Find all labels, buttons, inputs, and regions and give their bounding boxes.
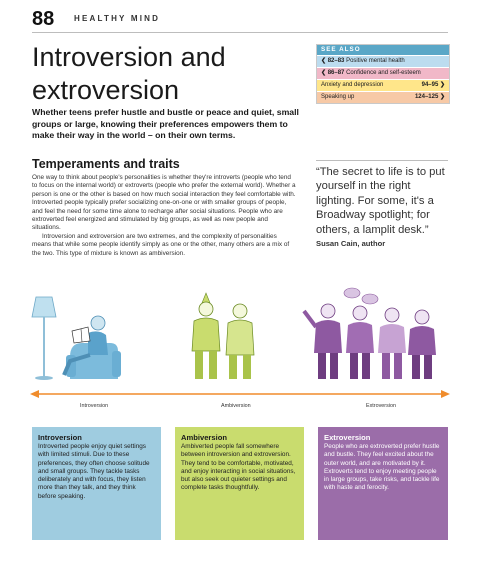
ambivert-person-1-icon xyxy=(192,293,220,379)
box-text: Introverted people enjoy quiet settings with limited stimuli. Due to these preferences, they often choose solitude and small groups. They tackle tasks deliberately and with focus, they listen more than they talk, and they think before speaking. xyxy=(38,443,150,500)
see-also-box xyxy=(316,44,450,104)
quote-author: Susan Cain, author xyxy=(316,239,386,249)
section-heading: Temperaments and traits xyxy=(32,157,180,171)
extroversion-box xyxy=(318,427,448,540)
arrow-left-icon xyxy=(30,390,39,398)
section-label: HEALTHY MIND xyxy=(74,14,161,23)
see-also-suffix: 124–125 ❯ xyxy=(414,94,445,100)
see-also-heading: SEE ALSO xyxy=(317,45,449,55)
lead-paragraph: Whether teens prefer hustle and bustle or peace and quiet, small groups or large, knowing their preferences empowers them to make their way in the world – on their own terms. xyxy=(32,107,299,140)
body-paragraph-2: Introversion and extroversion are two extremes, and the complexity of personalities means that while some people identify simply as one or the other, many others are a mix of the two. This type of mixture is known as ambiversion. xyxy=(32,232,290,257)
see-also-item[interactable] xyxy=(317,91,449,103)
speech-bubble-icon xyxy=(344,288,378,304)
scale-label-extroversion: Extroversion xyxy=(366,403,396,409)
box-text: People who are extroverted prefer hustle and bustle. They feel excited about the outer world, and are motivated by it. Extroverts tend to enjoy meeting people in large groups, take risks, and tackle life with haste and ferocity. xyxy=(324,443,440,492)
title-line-2: extroversion xyxy=(32,75,180,105)
body-paragraph-1: One way to think about people's personalities is whether they're introverts (people who tend to focus on the internal world) or extroverts (people who prefer the external world). Whether a person is one or the other is based on how much social interaction they feel comfortable with. Introverted people typically prefer socializing one-on-one or with smaller groups of people, and feel the need for some time alone to recharge after social situations. People who are extroverted feel energized and stimulated by big groups, as well as new people and situations. xyxy=(32,174,296,232)
page-title xyxy=(32,41,292,107)
see-also-item[interactable] xyxy=(317,79,449,91)
personality-illustration xyxy=(30,285,450,387)
reading-introvert-icon xyxy=(64,316,121,379)
header-rule xyxy=(32,32,448,33)
title-line-1: Introversion and xyxy=(32,42,226,72)
arrow-right-icon xyxy=(441,390,450,398)
box-title: Extroversion xyxy=(324,433,371,442)
box-title: Ambiversion xyxy=(181,433,227,442)
see-also-item[interactable] xyxy=(317,55,449,67)
introversion-box xyxy=(32,427,161,540)
see-also-label: Anxiety and depression xyxy=(321,82,384,88)
see-also-prefix: ❮ 86–87 xyxy=(321,70,345,76)
ambiversion-box xyxy=(175,427,304,540)
extrovert-group-icon xyxy=(304,304,436,379)
quote-text: “The secret to life is to put yourself in the right lighting. For some, it's a Broadway spotlight; for others, a lamplit desk.” xyxy=(316,166,445,236)
scale-label-ambiversion: Ambiversion xyxy=(221,403,251,409)
box-title: Introversion xyxy=(38,433,82,442)
see-also-label: Speaking up xyxy=(321,94,355,100)
see-also-suffix: 94–95 ❯ xyxy=(421,82,445,88)
see-also-label: Positive mental health xyxy=(346,58,405,64)
see-also-item[interactable] xyxy=(317,67,449,79)
scale-label-introversion: Introversion xyxy=(80,403,109,409)
pull-quote xyxy=(316,160,448,248)
ambivert-person-2-icon xyxy=(226,304,254,379)
see-also-label: Confidence and self-esteem xyxy=(346,70,421,76)
page-number: 88 xyxy=(32,8,55,30)
body-text xyxy=(32,174,296,258)
box-text: Ambiverted people fall somewhere between introversion and extroversion. They tend to be comfortable, motivated, and enjoy interacting in social situations, but also seek out quieter settings and complete tasks thoughtfully. xyxy=(181,443,296,492)
see-also-prefix: ❮ 82–83 xyxy=(321,58,345,64)
floor-lamp-icon xyxy=(32,297,56,380)
